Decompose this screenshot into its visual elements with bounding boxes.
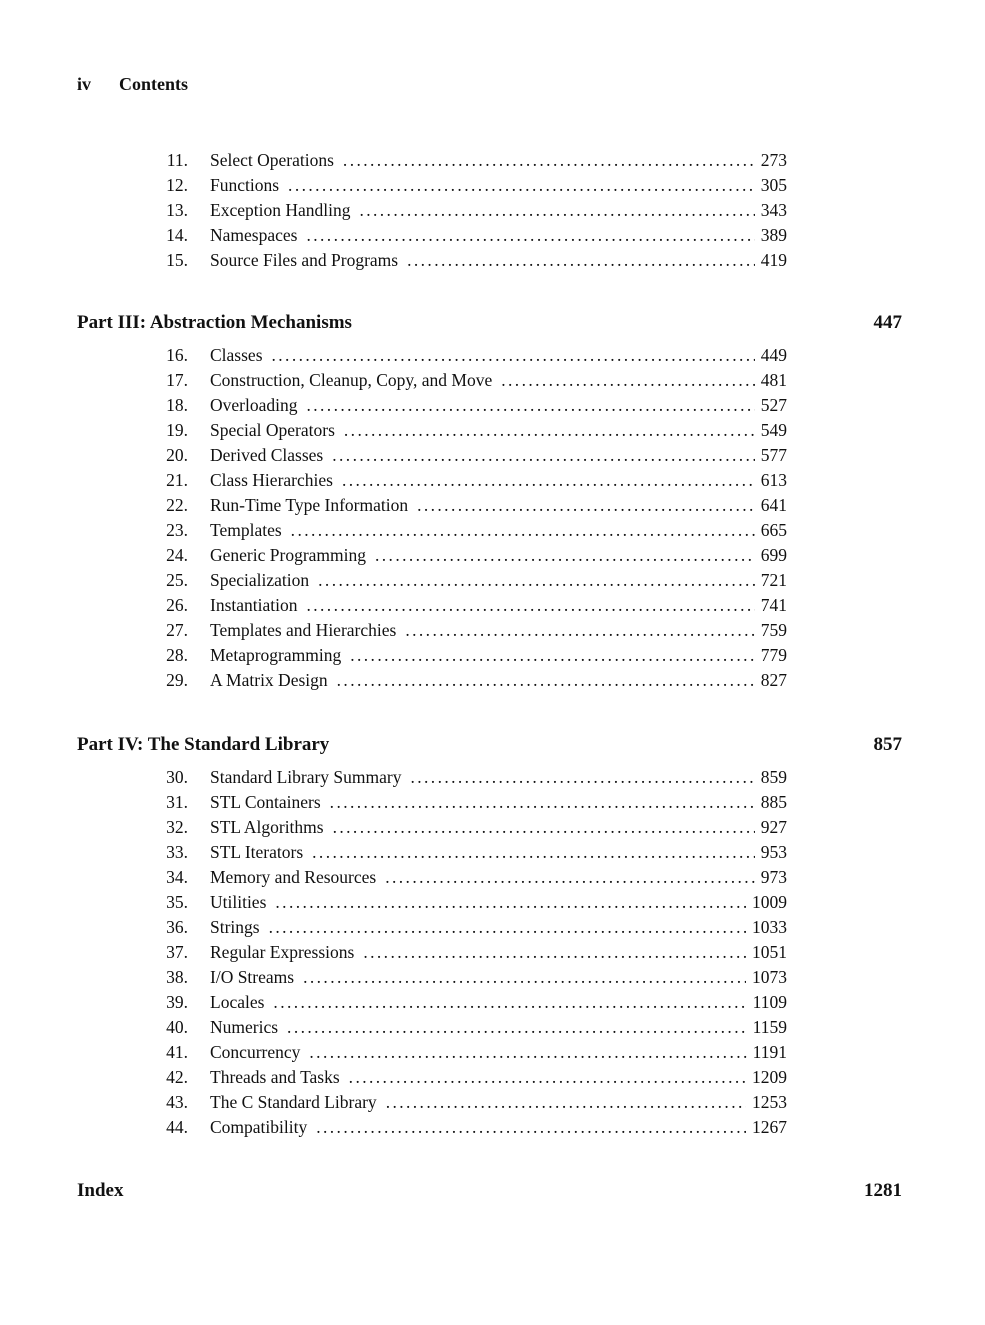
chapter-number: 42. — [166, 1067, 188, 1087]
chapter-title: Regular Expressions — [210, 942, 355, 962]
chapter-number: 27. — [166, 620, 188, 640]
toc-chapter-row — [77, 840, 787, 865]
chapter-title: Namespaces — [210, 225, 298, 245]
dot-leader — [407, 248, 755, 273]
part-heading-label: Part III: Abstraction Mechanisms — [77, 312, 352, 333]
toc-chapter-row — [77, 915, 787, 940]
chapter-number: 14. — [166, 225, 188, 245]
chapter-number: 40. — [166, 1017, 188, 1037]
dot-leader — [375, 543, 755, 568]
chapter-title: STL Iterators — [210, 842, 304, 862]
chapter-page-number: 1033 — [752, 917, 787, 937]
chapter-title: Utilities — [210, 892, 267, 912]
dot-leader — [269, 915, 746, 940]
toc-chapter-row — [77, 765, 787, 790]
chapter-page-number: 613 — [760, 470, 787, 490]
chapter-title: Derived Classes — [210, 445, 324, 465]
chapter-number: 33. — [166, 842, 188, 862]
chapter-page-number: 1209 — [752, 1067, 787, 1087]
dot-leader — [288, 173, 755, 198]
chapter-title: Class Hierarchies — [210, 470, 333, 490]
dot-leader — [342, 468, 755, 493]
chapter-page-number: 827 — [760, 670, 787, 690]
chapter-title: Locales — [210, 992, 265, 1012]
dot-leader — [349, 1065, 746, 1090]
part-page-number: 447 — [873, 312, 902, 333]
page-header — [77, 72, 188, 97]
toc-chapter-row — [77, 173, 787, 198]
part-heading-row — [77, 310, 902, 335]
chapter-number: 13. — [166, 200, 188, 220]
toc-section — [77, 732, 902, 1140]
dot-leader — [344, 418, 755, 443]
part-heading-label: Part IV: The Standard Library — [77, 734, 330, 755]
chapter-number: 15. — [166, 250, 188, 270]
chapter-title: Memory and Resources — [210, 867, 377, 887]
chapter-title: Templates — [210, 520, 282, 540]
chapter-page-number: 953 — [760, 842, 787, 862]
chapter-number: 43. — [166, 1092, 188, 1112]
chapter-title: Threads and Tasks — [210, 1067, 340, 1087]
chapter-page-number: 343 — [760, 200, 787, 220]
chapter-title: STL Containers — [210, 792, 321, 812]
chapter-page-number: 1253 — [752, 1092, 787, 1112]
index-entry-row — [77, 1178, 902, 1203]
toc-section — [77, 310, 902, 693]
chapter-number: 28. — [166, 645, 188, 665]
header-title: Contents — [119, 74, 189, 94]
chapter-title: STL Algorithms — [210, 817, 324, 837]
dot-leader — [306, 393, 754, 418]
chapter-page-number: 389 — [760, 225, 787, 245]
chapter-number: 21. — [166, 470, 188, 490]
chapter-title: Metaprogramming — [210, 645, 342, 665]
toc-chapter-row — [77, 815, 787, 840]
toc-section — [77, 148, 902, 273]
toc-chapter-row — [77, 418, 787, 443]
chapter-page-number: 885 — [760, 792, 787, 812]
chapter-title: Standard Library Summary — [210, 767, 402, 787]
chapter-number: 34. — [166, 867, 188, 887]
chapter-page-number: 527 — [760, 395, 787, 415]
chapter-page-number: 1191 — [752, 1042, 787, 1062]
toc-chapter-row — [77, 990, 787, 1015]
dot-leader — [316, 1115, 746, 1140]
chapter-number: 38. — [166, 967, 188, 987]
toc-chapter-row — [77, 443, 787, 468]
chapter-title: A Matrix Design — [210, 670, 328, 690]
dot-leader — [385, 865, 755, 890]
chapter-number: 32. — [166, 817, 188, 837]
chapter-title: Construction, Cleanup, Copy, and Move — [210, 370, 493, 390]
chapter-page-number: 577 — [760, 445, 787, 465]
toc-chapter-row — [77, 865, 787, 890]
index-label: Index — [77, 1180, 124, 1201]
chapter-title: Strings — [210, 917, 260, 937]
dot-leader — [350, 643, 755, 668]
toc-chapter-row — [77, 618, 787, 643]
chapter-number: 23. — [166, 520, 188, 540]
toc-chapter-row — [77, 568, 787, 593]
dot-leader — [306, 593, 754, 618]
chapter-title: Source Files and Programs — [210, 250, 399, 270]
chapter-number: 30. — [166, 767, 188, 787]
chapter-number: 22. — [166, 495, 188, 515]
index-page-number: 1281 — [864, 1180, 902, 1201]
chapter-page-number: 699 — [760, 545, 787, 565]
dot-leader — [272, 343, 755, 368]
chapter-number: 16. — [166, 345, 188, 365]
dot-leader — [333, 815, 755, 840]
chapter-page-number: 419 — [760, 250, 787, 270]
chapter-page-number: 779 — [760, 645, 787, 665]
chapter-list — [77, 343, 787, 693]
dot-leader — [343, 148, 755, 173]
chapter-list — [77, 765, 787, 1140]
chapter-page-number: 1009 — [752, 892, 787, 912]
chapter-title: Concurrency — [210, 1042, 301, 1062]
chapter-number: 25. — [166, 570, 188, 590]
dot-leader — [291, 518, 755, 543]
chapter-number: 41. — [166, 1042, 188, 1062]
chapter-page-number: 665 — [760, 520, 787, 540]
dot-leader — [306, 223, 754, 248]
chapter-page-number: 1109 — [752, 992, 787, 1012]
chapter-page-number: 759 — [760, 620, 787, 640]
chapter-page-number: 481 — [760, 370, 787, 390]
chapter-list — [77, 148, 787, 273]
chapter-number: 11. — [166, 150, 188, 170]
chapter-number: 36. — [166, 917, 188, 937]
chapter-title: Templates and Hierarchies — [210, 620, 397, 640]
chapter-title: Run-Time Type Information — [210, 495, 409, 515]
chapter-number: 26. — [166, 595, 188, 615]
dot-leader — [337, 668, 755, 693]
toc-chapter-row — [77, 368, 787, 393]
chapter-page-number: 741 — [760, 595, 787, 615]
dot-leader — [359, 198, 754, 223]
chapter-page-number: 273 — [760, 150, 787, 170]
toc-chapter-row — [77, 148, 787, 173]
chapter-page-number: 927 — [760, 817, 787, 837]
chapter-title: The C Standard Library — [210, 1092, 377, 1112]
chapter-title: Specialization — [210, 570, 310, 590]
dot-leader — [312, 840, 755, 865]
chapter-title: Numerics — [210, 1017, 279, 1037]
chapter-number: 20. — [166, 445, 188, 465]
dot-leader — [287, 1015, 747, 1040]
toc-chapter-row — [77, 1065, 787, 1090]
chapter-page-number: 859 — [760, 767, 787, 787]
toc-chapter-row — [77, 643, 787, 668]
chapter-number: 37. — [166, 942, 188, 962]
chapter-page-number: 721 — [760, 570, 787, 590]
dot-leader — [273, 990, 746, 1015]
chapter-title: Generic Programming — [210, 545, 366, 565]
chapter-number: 29. — [166, 670, 188, 690]
toc-chapter-row — [77, 965, 787, 990]
chapter-page-number: 973 — [760, 867, 787, 887]
toc-chapter-row — [77, 593, 787, 618]
chapter-number: 35. — [166, 892, 188, 912]
dot-leader — [386, 1090, 746, 1115]
chapter-title: Instantiation — [210, 595, 298, 615]
chapter-page-number: 641 — [760, 495, 787, 515]
toc-chapter-row — [77, 543, 787, 568]
part-page-number: 857 — [873, 734, 902, 755]
toc-chapter-row — [77, 1015, 787, 1040]
chapter-number: 19. — [166, 420, 188, 440]
chapter-title: Exception Handling — [210, 200, 351, 220]
chapter-title: Overloading — [210, 395, 298, 415]
dot-leader — [410, 765, 754, 790]
dot-leader — [405, 618, 754, 643]
chapter-number: 18. — [166, 395, 188, 415]
toc-chapter-row — [77, 890, 787, 915]
chapter-title: Compatibility — [210, 1117, 308, 1137]
dot-leader — [275, 890, 746, 915]
chapter-number: 31. — [166, 792, 188, 812]
folio-page-number: iv — [77, 74, 92, 94]
chapter-page-number: 1267 — [752, 1117, 787, 1137]
dot-leader — [309, 1040, 746, 1065]
chapter-page-number: 305 — [760, 175, 787, 195]
toc-chapter-row — [77, 1090, 787, 1115]
toc-chapter-row — [77, 1040, 787, 1065]
chapter-page-number: 549 — [760, 420, 787, 440]
dot-leader — [363, 940, 746, 965]
toc-chapter-row — [77, 790, 787, 815]
dot-leader — [417, 493, 755, 518]
dot-leader — [303, 965, 746, 990]
dot-leader — [318, 568, 755, 593]
toc-chapter-row — [77, 940, 787, 965]
chapter-title: I/O Streams — [210, 967, 295, 987]
chapter-number: 39. — [166, 992, 188, 1012]
chapter-number: 24. — [166, 545, 188, 565]
toc-chapter-row — [77, 518, 787, 543]
dot-leader — [330, 790, 755, 815]
toc-chapter-row — [77, 1115, 787, 1140]
dot-leader — [501, 368, 755, 393]
chapter-page-number: 1051 — [752, 942, 787, 962]
chapter-title: Classes — [210, 345, 263, 365]
toc-chapter-row — [77, 248, 787, 273]
dot-leader — [332, 443, 755, 468]
chapter-number: 44. — [166, 1117, 188, 1137]
toc-chapter-row — [77, 468, 787, 493]
toc-chapter-row — [77, 393, 787, 418]
part-heading-row — [77, 732, 902, 757]
toc-chapter-row — [77, 668, 787, 693]
chapter-page-number: 1073 — [752, 967, 787, 987]
chapter-title: Select Operations — [210, 150, 334, 170]
chapter-page-number: 449 — [760, 345, 787, 365]
toc-chapter-row — [77, 198, 787, 223]
toc-chapter-row — [77, 493, 787, 518]
toc-chapter-row — [77, 223, 787, 248]
chapter-title: Functions — [210, 175, 280, 195]
toc-chapter-row — [77, 343, 787, 368]
chapter-number: 17. — [166, 370, 188, 390]
chapter-title: Special Operators — [210, 420, 335, 440]
chapter-page-number: 1159 — [752, 1017, 787, 1037]
chapter-number: 12. — [166, 175, 188, 195]
